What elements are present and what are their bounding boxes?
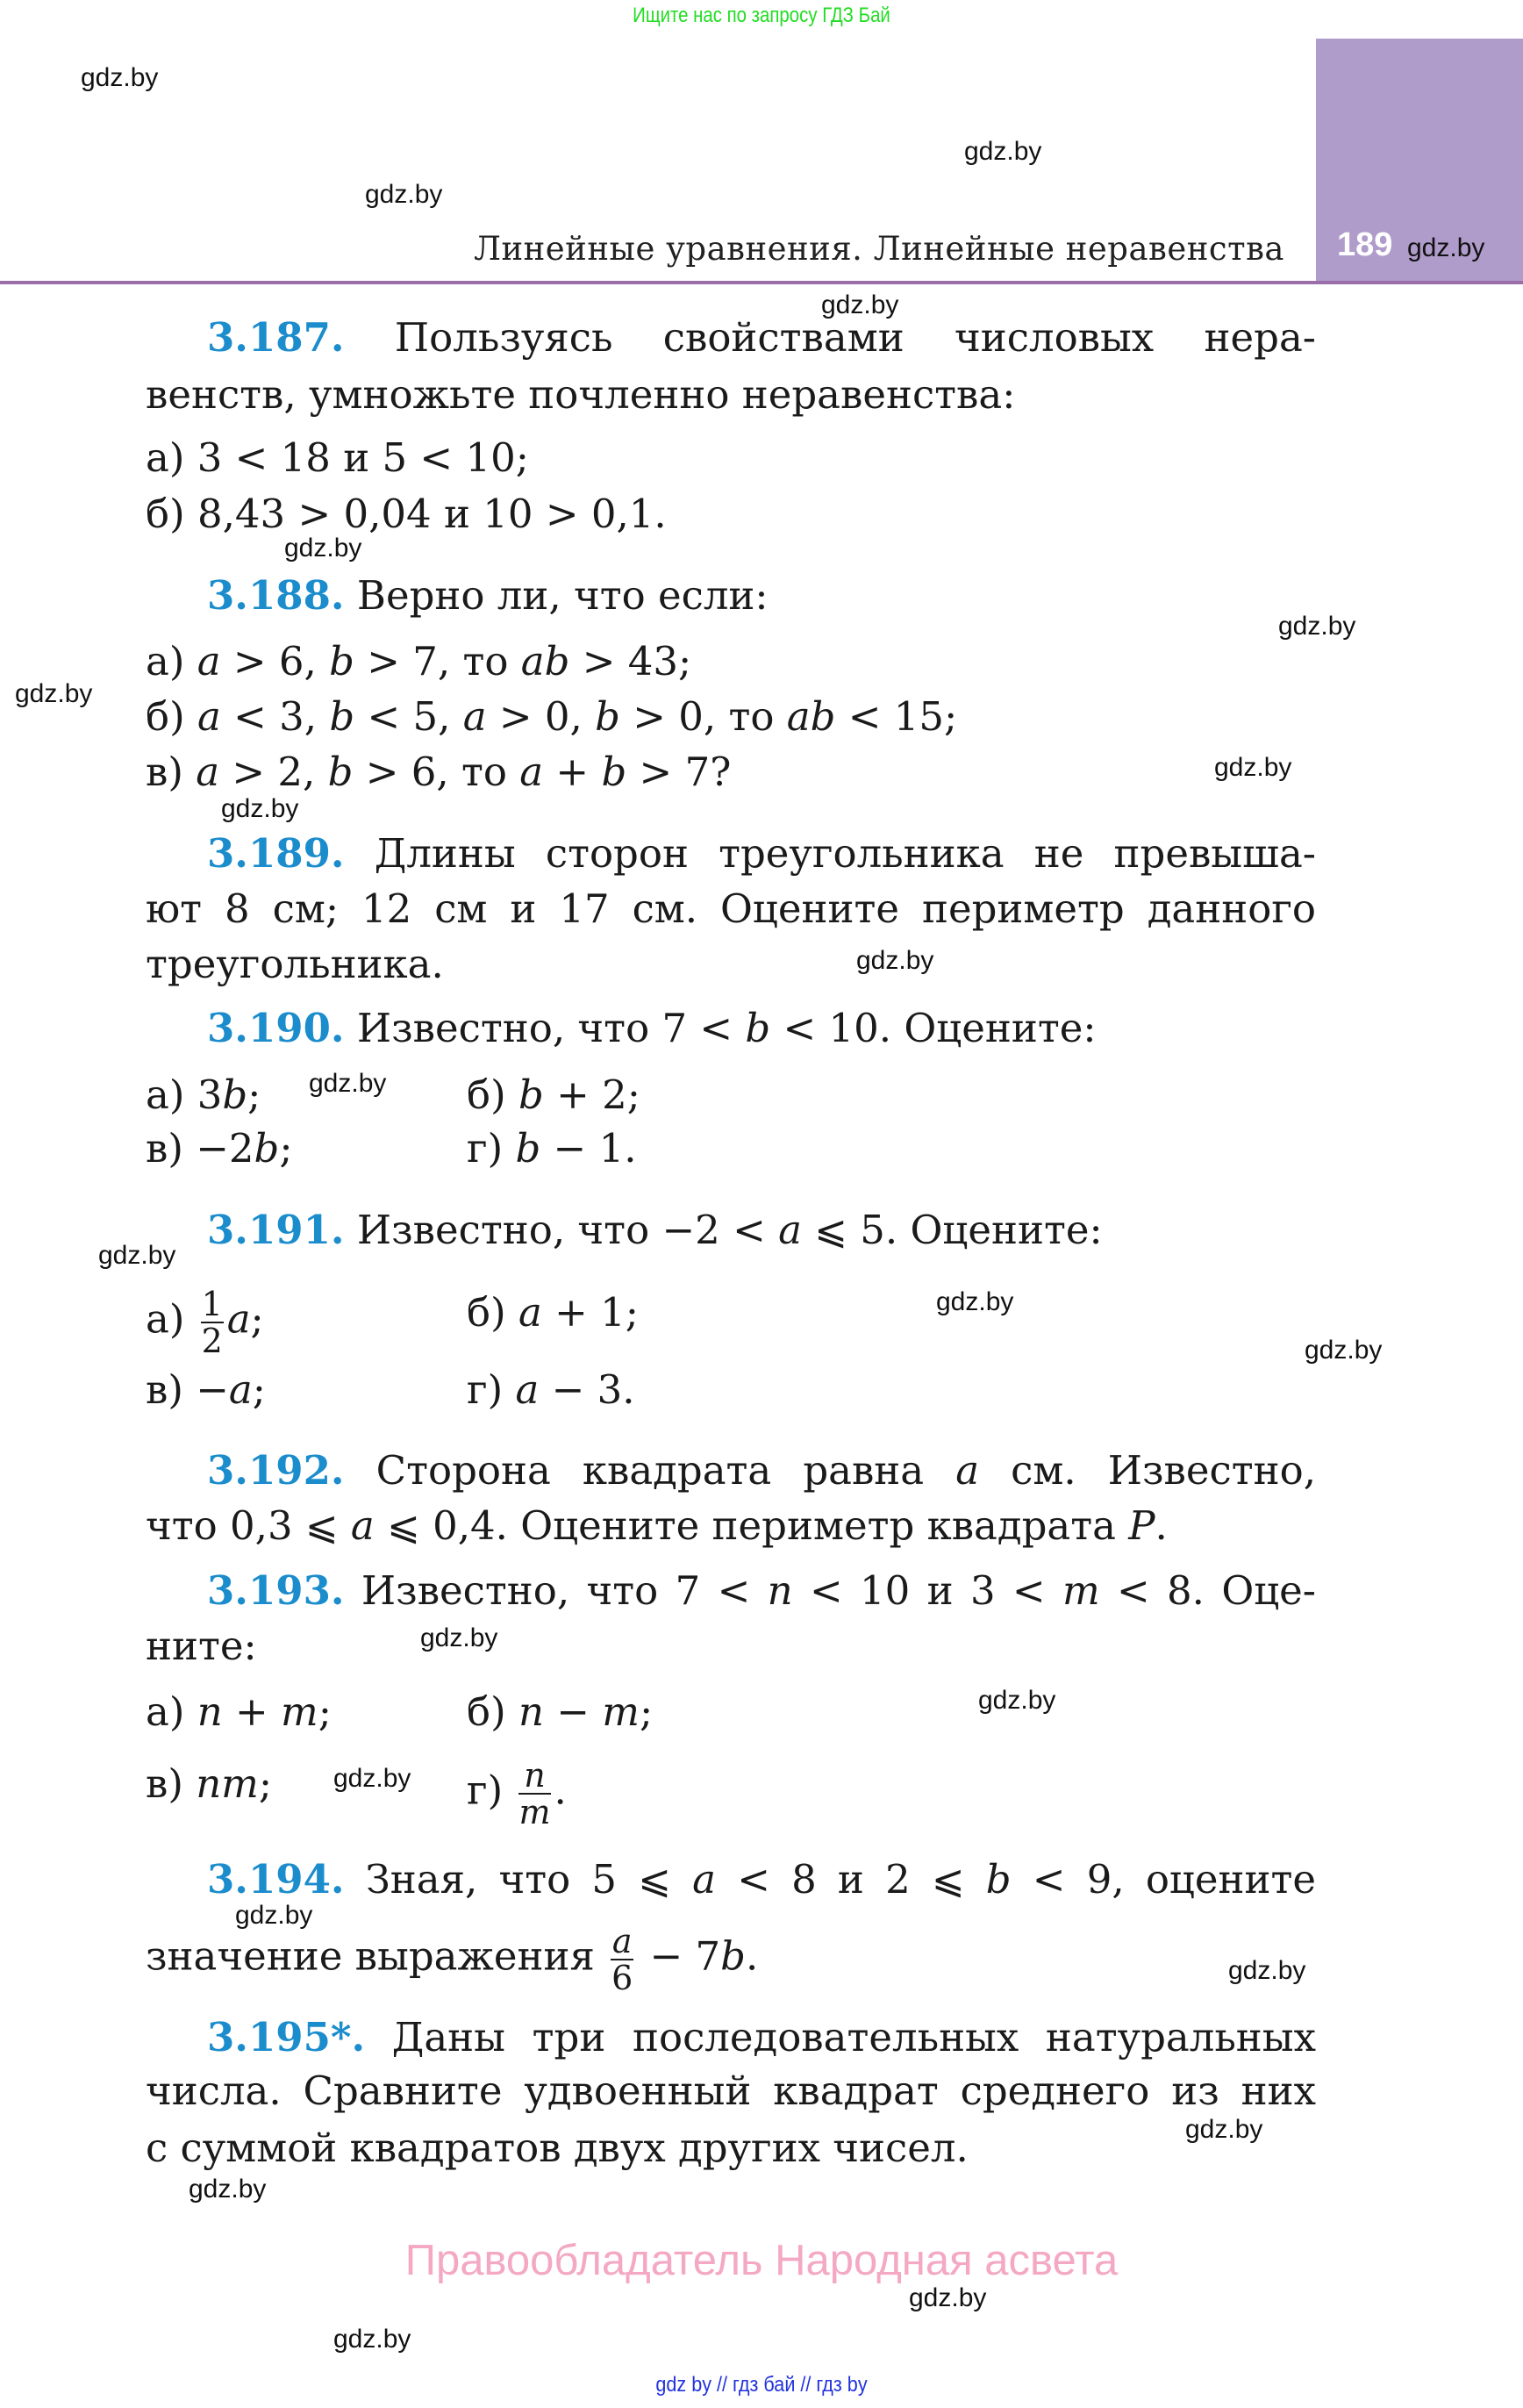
math-variable: a: [350, 1502, 375, 1549]
text-segment: б) 8,43 > 0,04 и 10 > 0,1.: [146, 491, 667, 537]
math-variable: b: [329, 693, 355, 740]
text-segment: − 1.: [540, 1125, 637, 1172]
running-header: Линейные уравнения. Линейные неравенства: [474, 230, 1284, 268]
math-variable: b: [601, 749, 627, 795]
watermark: gdz.by: [333, 1764, 411, 1793]
problem-text: [345, 1005, 1097, 1051]
problem-number: 3.189.: [207, 830, 345, 877]
problem-text-line: [146, 1922, 759, 1997]
problem-item: [467, 1364, 635, 1416]
math-variable: nm: [196, 1760, 259, 1807]
problem-number: 3.193.: [207, 1567, 345, 1614]
problem-3-194-line: [207, 1853, 1316, 1906]
problem-3-189-line: [207, 828, 1316, 880]
math-variable: a: [519, 749, 544, 795]
math-variable: a: [778, 1207, 802, 1253]
text-segment: г): [467, 1125, 516, 1172]
top-banner[interactable]: Ищите нас по запросу ГДЗ Бай: [633, 4, 890, 27]
text-segment: + 1;: [541, 1289, 639, 1336]
math-variable: a: [196, 749, 220, 795]
denominator: 2: [201, 1322, 223, 1360]
text-segment: треугольника.: [146, 941, 444, 987]
watermark: gdz.by: [333, 2325, 411, 2354]
watermark: gdz.by: [81, 63, 159, 92]
fraction: [518, 1758, 550, 1830]
problem-text: [365, 2014, 1316, 2060]
math-variable: b: [518, 1071, 544, 1118]
fraction: [611, 1924, 633, 1996]
bottom-links[interactable]: gdz by // гдз бай // гдз by: [655, 2373, 868, 2397]
item-label: а): [146, 1295, 185, 1343]
watermark: gdz.by: [420, 1623, 498, 1652]
math-variable: P: [1128, 1502, 1155, 1549]
watermark: gdz.by: [98, 1241, 176, 1270]
problem-item: [146, 1122, 293, 1175]
problem-text: [345, 1856, 1316, 1903]
problem-item: [146, 488, 667, 541]
text-segment: Известно, что 7 <: [344, 1005, 746, 1051]
problem-item: [146, 635, 691, 688]
problem-text-line: [146, 369, 1015, 421]
problem-item: [146, 691, 957, 743]
watermark: gdz.by: [1228, 1956, 1306, 1985]
problem-item: [146, 1758, 272, 1810]
text-segment: б): [467, 1688, 518, 1735]
text-segment: ;: [247, 1071, 261, 1118]
watermark: gdz.by: [365, 180, 443, 209]
math-variable: ab: [520, 638, 570, 684]
problem-number: 3.195*.: [207, 2014, 366, 2060]
watermark: gdz.by: [821, 290, 899, 319]
text-segment: < 8. Оце-: [1099, 1567, 1316, 1614]
text-segment: < 3,: [220, 693, 330, 740]
text-segment: в): [146, 749, 197, 795]
problem-item: [467, 1286, 639, 1339]
watermark: gdz.by: [1185, 2115, 1263, 2144]
problem-3-192-line: [207, 1444, 1316, 1497]
watermark: gdz.by: [309, 1069, 387, 1098]
fraction: [201, 1286, 224, 1358]
text-segment: Длины сторон треугольника не превыша-: [344, 830, 1316, 877]
problem-number: 3.188.: [207, 572, 345, 619]
problem-text-line: [146, 938, 444, 991]
text-segment: +: [543, 749, 602, 795]
text-segment: +: [222, 1688, 282, 1735]
numerator: 1: [201, 1285, 223, 1323]
text-segment: −: [543, 1688, 603, 1735]
math-variable: a: [197, 693, 221, 740]
problem-3-188-line: [207, 570, 769, 622]
problem-text-line: [146, 883, 1316, 935]
problem-3-191-line: [207, 1204, 1103, 1257]
text-segment: б): [467, 1071, 518, 1118]
denominator: m: [518, 1793, 551, 1831]
problem-item: [467, 1122, 637, 1175]
problem-number: 3.192.: [207, 1447, 345, 1494]
text-segment: Пользуясь свойствами числовых нера-: [344, 314, 1316, 361]
problem-item: [467, 1756, 567, 1831]
watermark: gdz.by: [909, 2283, 987, 2312]
math-variable: b: [515, 1125, 541, 1172]
text-segment: ⩽ 5. Оцените:: [801, 1207, 1103, 1253]
problem-item: [146, 746, 731, 799]
watermark: gdz.by: [1407, 233, 1485, 262]
text-segment: ;: [318, 1688, 332, 1735]
problem-number: 3.190.: [207, 1005, 345, 1051]
watermark: gdz.by: [1278, 612, 1356, 641]
text-segment: в): [146, 1760, 197, 1807]
text-segment: Верно ли, что если:: [344, 572, 769, 619]
text-segment: < 10. Оцените:: [770, 1005, 1097, 1051]
math-variable: b: [720, 1932, 746, 1980]
watermark: gdz.by: [221, 794, 299, 823]
math-variable: b: [254, 1125, 280, 1172]
text-segment: .: [1155, 1502, 1168, 1549]
math-variable: b: [327, 749, 354, 795]
math-variable: a: [515, 1366, 540, 1413]
text-segment: а): [146, 638, 197, 684]
numerator: a: [611, 1922, 633, 1960]
text-segment: − 3.: [539, 1366, 635, 1413]
text-segment: ните:: [146, 1623, 257, 1669]
problem-item: [146, 1069, 261, 1122]
watermark: gdz.by: [936, 1287, 1014, 1316]
math-variable: n: [767, 1567, 793, 1614]
problem-3-195-line: [207, 2011, 1316, 2064]
text-segment: < 15;: [835, 693, 958, 740]
problem-item: [146, 432, 529, 484]
text-segment: < 5,: [354, 693, 463, 740]
math-variable: n: [518, 1688, 544, 1735]
math-variable: a: [518, 1289, 542, 1336]
text-segment: < 8 и 2 ⩽: [716, 1856, 986, 1903]
problem-text-line: [146, 2122, 969, 2175]
watermark: gdz.by: [964, 137, 1042, 166]
watermark: gdz.by: [235, 1901, 313, 1930]
item-label: г): [467, 1767, 504, 1814]
math-variable: a: [462, 693, 487, 740]
math-variable: b: [595, 693, 620, 740]
problem-item: [467, 1069, 640, 1122]
problem-text: [345, 314, 1316, 361]
text-segment: с суммой квадратов двух других чисел.: [146, 2125, 969, 2171]
problem-text-line: [146, 1500, 1168, 1552]
text-segment: > 6,: [220, 638, 330, 684]
watermark: gdz.by: [15, 679, 93, 708]
problem-text: [345, 830, 1316, 877]
text-segment: числа. Сравните удвоенный квадрат среднего из них: [146, 2068, 1316, 2114]
problem-number: 3.194.: [207, 1856, 345, 1903]
text-segment: г): [467, 1366, 516, 1413]
watermark: gdz.by: [978, 1686, 1056, 1715]
math-variable: a: [692, 1856, 716, 1903]
text-segment: б): [146, 693, 197, 740]
denominator: 6: [611, 1959, 633, 1997]
text-segment: > 0,: [486, 693, 596, 740]
problem-item: [146, 1686, 332, 1738]
watermark: gdz.by: [1214, 753, 1292, 782]
text-segment: − 7: [637, 1932, 721, 1980]
text-segment: ;: [252, 1366, 266, 1413]
text-segment: в) −2: [146, 1125, 254, 1172]
text-segment: а) 3 < 18 и 5 < 10;: [146, 434, 529, 481]
watermark: gdz.by: [856, 946, 934, 975]
text-segment: см. Известно,: [979, 1447, 1316, 1494]
math-variable: b: [329, 638, 354, 684]
math-variable: b: [985, 1856, 1012, 1903]
math-variable: m: [1062, 1567, 1100, 1614]
text-segment: < 9, оцените: [1011, 1856, 1316, 1903]
text-segment: > 7?: [626, 749, 732, 795]
text-segment: Зная, что 5 ⩽: [344, 1856, 693, 1903]
text-segment: > 43;: [569, 638, 692, 684]
watermark: gdz.by: [284, 534, 362, 563]
problem-text-line: [146, 2065, 1316, 2118]
problem-number: 3.187.: [207, 314, 345, 361]
text-segment: Сторона квадрата равна: [344, 1447, 956, 1494]
watermark: gdz.by: [189, 2175, 267, 2204]
text-segment: ;: [250, 1295, 264, 1343]
header-rule: [0, 281, 1523, 284]
page-number: 189: [1337, 226, 1393, 263]
problem-text: [345, 1207, 1103, 1253]
problem-text: [345, 1567, 1316, 1614]
problem-text: [345, 1447, 1316, 1494]
text-segment: + 2;: [543, 1071, 640, 1118]
problem-item: [146, 1285, 264, 1360]
problem-3-193-line: [207, 1565, 1316, 1617]
copyright-footer: Правообладатель Народная асвета: [404, 2237, 1119, 2284]
math-variable: a: [955, 1447, 980, 1494]
text-segment: > 0, то: [619, 693, 787, 740]
math-variable: b: [745, 1005, 771, 1051]
math-variable: n: [197, 1688, 223, 1735]
math-variable: m: [281, 1688, 318, 1735]
text-segment: > 6, то: [353, 749, 520, 795]
math-variable: a: [226, 1295, 251, 1343]
text-segment: что 0,3 ⩽: [146, 1502, 351, 1549]
problem-3-187-line: [207, 312, 1316, 364]
text-segment: Известно, что −2 <: [344, 1207, 779, 1253]
math-variable: a: [228, 1366, 253, 1413]
text-segment: ⩽ 0,4. Оцените периметр квадрата: [374, 1502, 1129, 1549]
text-segment: а) 3: [146, 1071, 223, 1118]
text-segment: ;: [279, 1125, 293, 1172]
text-segment: венств, умножьте почленно неравенства:: [146, 371, 1016, 418]
text-segment: < 10 и 3 <: [792, 1567, 1062, 1614]
text-segment: .: [745, 1932, 759, 1980]
text-segment: > 7, то: [354, 638, 521, 684]
problem-3-190-line: [207, 1002, 1097, 1055]
problem-item: [467, 1686, 653, 1738]
text-segment: ют 8 см; 12 см и 17 см. Оцените периметр данного: [146, 885, 1316, 932]
problem-text-line: [146, 1620, 257, 1673]
numerator: n: [524, 1756, 546, 1795]
math-variable: m: [602, 1688, 640, 1735]
text-segment: значение выражения: [146, 1932, 595, 1980]
math-variable: b: [222, 1071, 248, 1118]
text-segment: Известно, что 7 <: [344, 1567, 768, 1614]
problem-item: [146, 1364, 266, 1416]
text-segment: > 2,: [219, 749, 328, 795]
text-segment: .: [554, 1767, 567, 1814]
math-variable: ab: [786, 693, 836, 740]
text-segment: ;: [258, 1760, 273, 1807]
watermark: gdz.by: [1305, 1336, 1383, 1365]
math-variable: a: [197, 638, 221, 684]
text-segment: б): [467, 1289, 518, 1336]
problem-number: 3.191.: [207, 1207, 345, 1253]
problem-text: [345, 572, 769, 619]
text-segment: в) −: [146, 1366, 229, 1413]
text-segment: Даны три последовательных натуральных: [365, 2014, 1316, 2060]
text-segment: ;: [639, 1688, 654, 1735]
text-segment: а): [146, 1688, 197, 1735]
